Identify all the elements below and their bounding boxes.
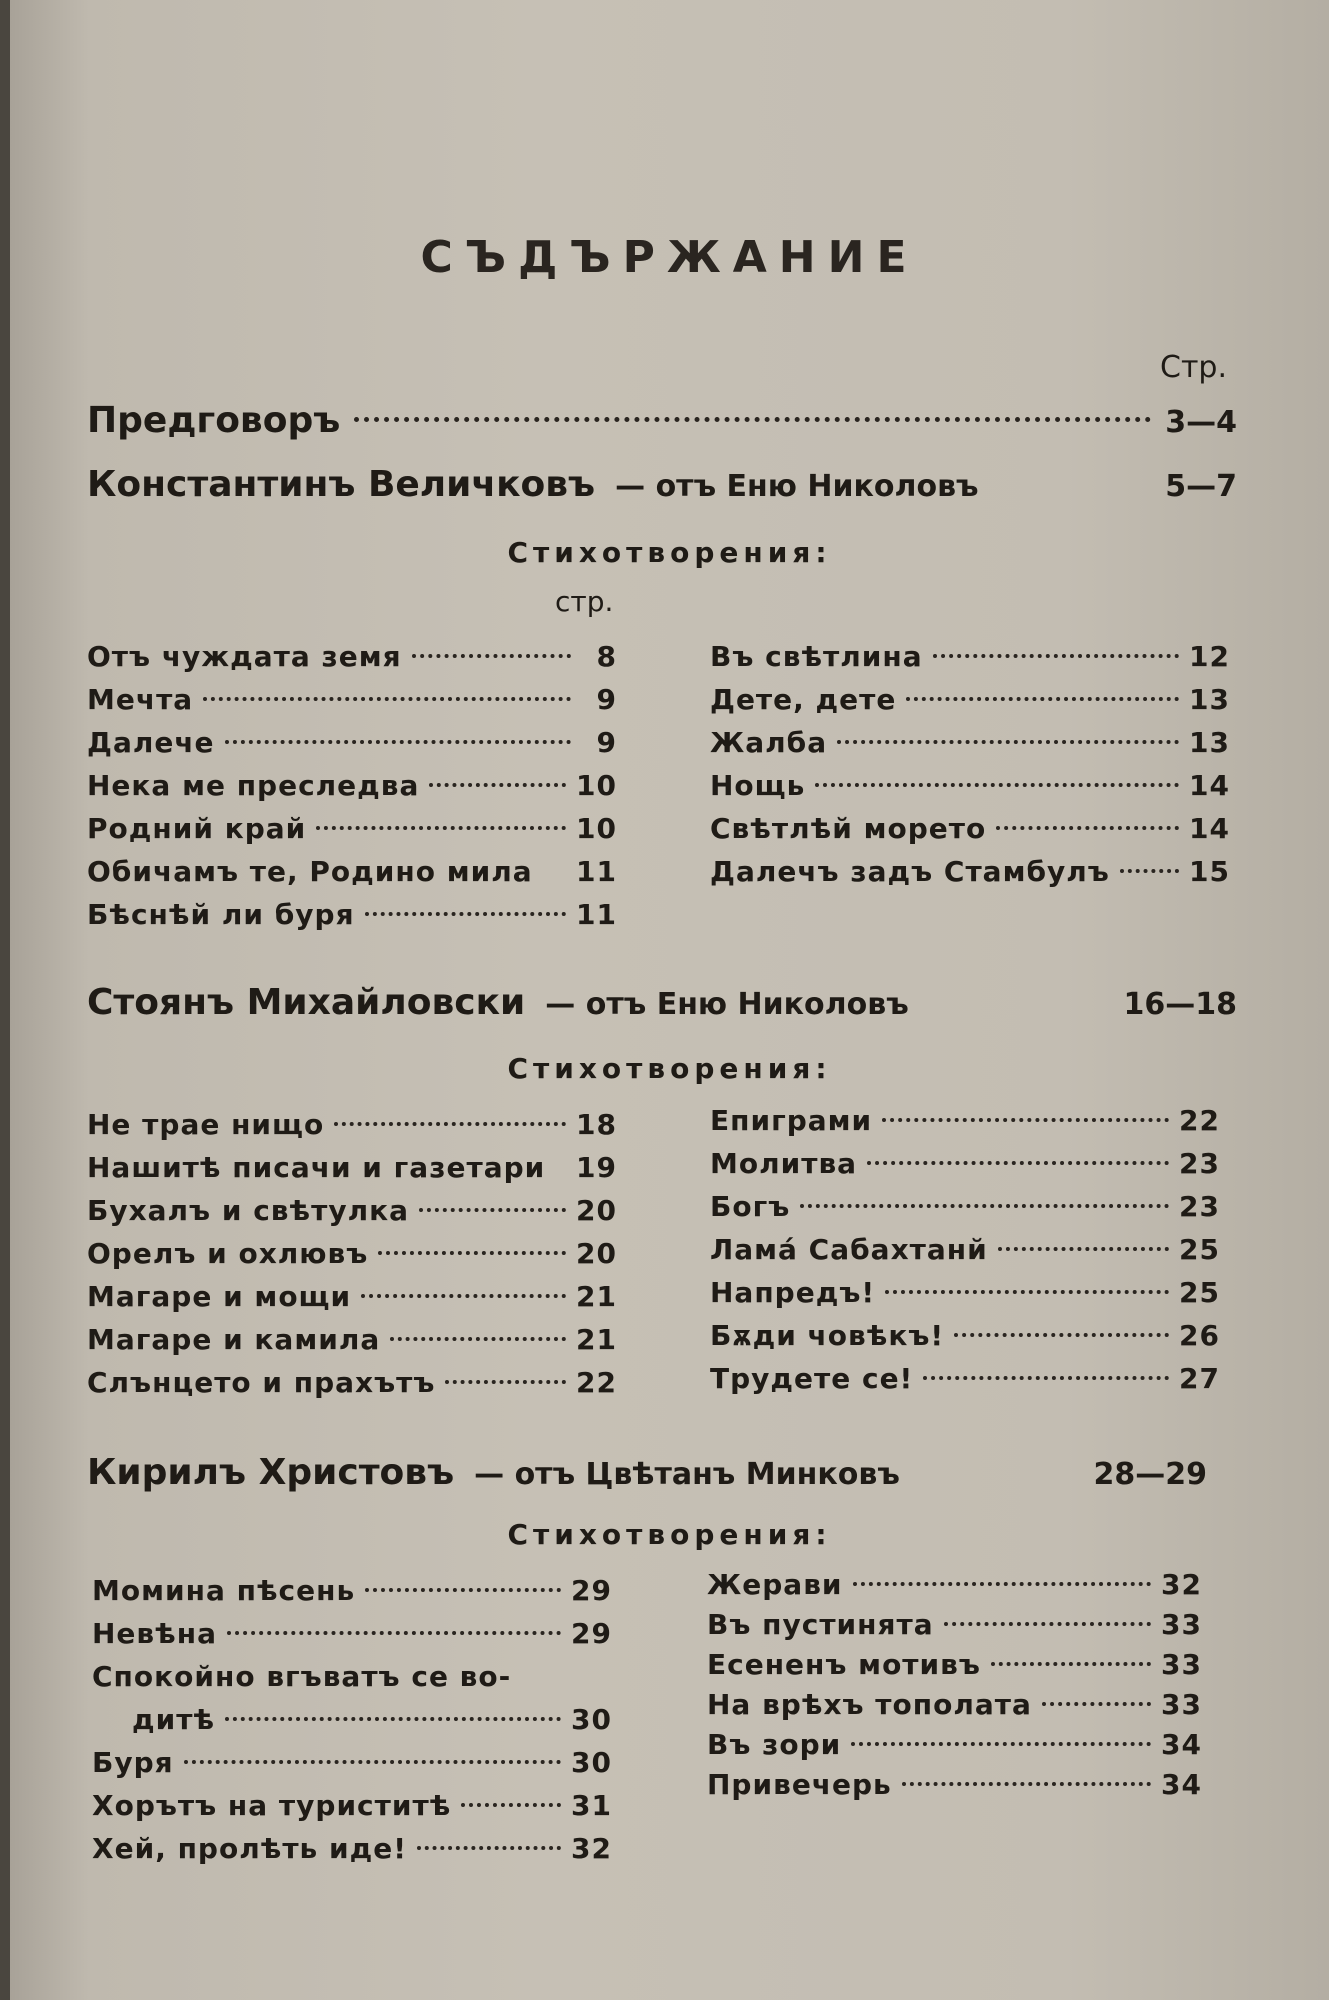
poem-row: Магаре и камила 21 bbox=[87, 1323, 617, 1356]
poems-heading: Стихотворения: bbox=[507, 1052, 832, 1085]
poem-row: Бухалъ и свѣтулка 20 bbox=[87, 1194, 617, 1227]
poem-row: Дете, дете 13 bbox=[710, 683, 1230, 716]
small-page-label: стр. bbox=[555, 585, 614, 618]
author-by: — отъ Цвѣтанъ Минковъ bbox=[474, 1457, 900, 1492]
poem-row: Бѫди човѣкъ! 26 bbox=[710, 1319, 1220, 1352]
author-entry-velichkov bbox=[87, 464, 1237, 512]
author-name: Кирилъ Христовъ bbox=[87, 1452, 455, 1493]
poem-row: Мечта 9 bbox=[87, 683, 617, 716]
poem-row: Далече 9 bbox=[87, 726, 617, 759]
poem-list-left-2 bbox=[87, 1108, 617, 1409]
poem-row: Свѣтлѣй морето 14 bbox=[710, 812, 1230, 845]
preface-pages: 3—4 bbox=[1165, 405, 1237, 440]
author-pages: 28—29 bbox=[1093, 1457, 1207, 1492]
poem-row: Нощь 14 bbox=[710, 769, 1230, 802]
author-entry-mihaylovski bbox=[87, 982, 1237, 1030]
poem-list-left-3 bbox=[92, 1574, 612, 1875]
poem-row: Орелъ и охлювъ 20 bbox=[87, 1237, 617, 1270]
poem-row: На врѣхъ тополата 33 bbox=[707, 1688, 1202, 1721]
poems-heading: Стихотворения: bbox=[507, 536, 832, 569]
poem-row: Далечъ задъ Стамбулъ 15 bbox=[710, 855, 1230, 888]
author-entry-hristov bbox=[87, 1452, 1207, 1500]
poem-row: Молитва 23 bbox=[710, 1147, 1220, 1180]
poem-row: Буря 30 bbox=[92, 1746, 612, 1779]
poem-row: Момина пѣсень 29 bbox=[92, 1574, 612, 1607]
poem-row: Спокойно вгъватъ се во- bbox=[92, 1660, 512, 1693]
author-by: — отъ Еню Николовъ bbox=[545, 987, 909, 1022]
poem-row: Невѣна 29 bbox=[92, 1617, 612, 1650]
author-name: Константинъ Величковъ bbox=[87, 464, 596, 505]
book-page bbox=[10, 0, 1329, 2000]
poem-row: Нека ме преследва 10 bbox=[87, 769, 617, 802]
poem-row: Магаре и мощи 21 bbox=[87, 1280, 617, 1313]
author-pages: 5—7 bbox=[1165, 469, 1237, 504]
poem-row: Богъ 23 bbox=[710, 1190, 1220, 1223]
page-column-label: Стр. bbox=[1160, 350, 1228, 385]
leader-dots bbox=[354, 417, 1151, 422]
poem-row: Слънцето и прахътъ 22 bbox=[87, 1366, 617, 1399]
poem-row: Въ свѣтлина 12 bbox=[710, 640, 1230, 673]
poem-row: Обичамъ те, Родино мила 11 bbox=[87, 855, 617, 888]
page-title: СЪДЪРЖАНИЕ bbox=[420, 232, 919, 283]
poem-row: Епиграми 22 bbox=[710, 1104, 1220, 1137]
preface-name: Предговоръ bbox=[87, 400, 341, 441]
poem-row: Родний край 10 bbox=[87, 812, 617, 845]
poem-row: Въ зори 34 bbox=[707, 1728, 1202, 1761]
poem-row: Нашитѣ писачи и газетари 19 bbox=[87, 1151, 617, 1184]
poem-row: Хорътъ на туриститѣ 31 bbox=[92, 1789, 612, 1822]
poem-list-right-2 bbox=[710, 1104, 1220, 1405]
poem-row: Напредъ! 25 bbox=[710, 1276, 1220, 1309]
poem-row: Жалба 13 bbox=[710, 726, 1230, 759]
poem-row: Въ пустинята 33 bbox=[707, 1608, 1202, 1641]
poem-row: Привечерь 34 bbox=[707, 1768, 1202, 1801]
poem-row: Трудете се! 27 bbox=[710, 1362, 1220, 1395]
poem-row: Бѣснѣй ли буря 11 bbox=[87, 898, 617, 931]
poem-row: Жерави 32 bbox=[707, 1568, 1202, 1601]
poems-heading: Стихотворения: bbox=[507, 1518, 832, 1551]
author-by: — отъ Еню Николовъ bbox=[615, 469, 979, 504]
preface-entry bbox=[87, 400, 1237, 448]
poem-row: Ламá Сабахтанй 25 bbox=[710, 1233, 1220, 1266]
poem-list-right-1 bbox=[710, 640, 1230, 898]
poem-row: Не трае нищо 18 bbox=[87, 1108, 617, 1141]
author-name: Стоянъ Михайловски bbox=[87, 982, 526, 1023]
poem-row: дитѣ 30 bbox=[132, 1703, 612, 1736]
poem-list-left-1 bbox=[87, 640, 617, 941]
poem-list-right-3 bbox=[707, 1568, 1202, 1808]
poem-row: Отъ чуждата земя 8 bbox=[87, 640, 617, 673]
poem-row: Хей, пролѣть иде! 32 bbox=[92, 1832, 612, 1865]
author-pages: 16—18 bbox=[1123, 987, 1237, 1022]
poem-row: Есененъ мотивъ 33 bbox=[707, 1648, 1202, 1681]
